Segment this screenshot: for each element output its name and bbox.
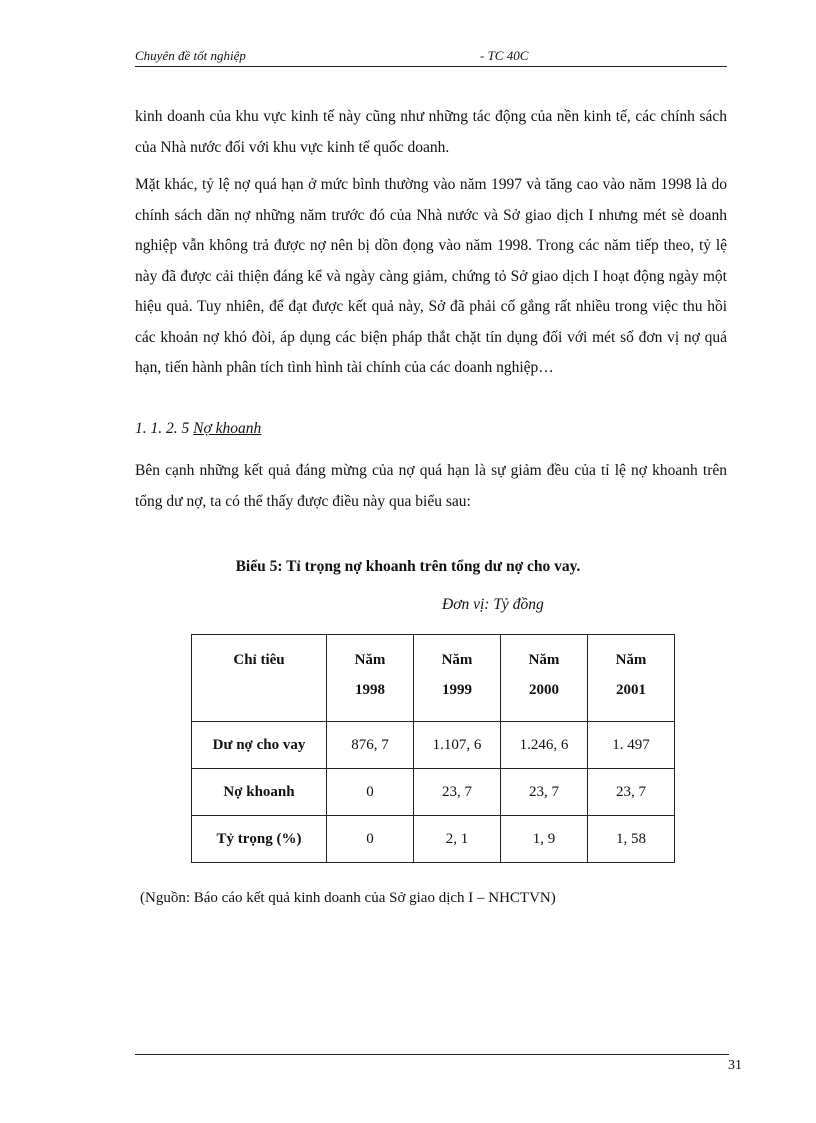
row-label: Dư nợ cho vay [192, 722, 327, 769]
header-class-code: - TC 40C [480, 48, 529, 63]
data-table [191, 634, 675, 863]
table-cell: 23, 7 [414, 769, 501, 816]
year-prefix: Năm [615, 652, 647, 668]
table-unit: Đơn vị: Tỷ đồng [442, 596, 544, 613]
year-prefix: Năm [441, 652, 473, 668]
table-cell: 1, 9 [501, 816, 588, 863]
footer-divider [135, 1054, 729, 1055]
page-header [135, 46, 727, 67]
table-cell: 0 [327, 769, 414, 816]
header-doc-title: Chuyên đề tốt nghiệp [135, 48, 246, 63]
table-cell: 1.246, 6 [501, 722, 588, 769]
table-cell: 876, 7 [327, 722, 414, 769]
table-cell: 23, 7 [588, 769, 675, 816]
source-note: (Nguồn: Báo cáo kết quả kinh doanh của Sở giao dịch I – NHCTVN) [140, 890, 556, 906]
header-year-cell [414, 635, 501, 722]
row-label: Tỷ trọng (%) [192, 816, 327, 863]
year-prefix: Năm [528, 652, 560, 668]
year-value: 1998 [355, 682, 385, 698]
year-value: 2001 [616, 682, 646, 698]
page-number: 31 [728, 1058, 742, 1073]
year-prefix: Năm [354, 652, 386, 668]
paragraph-2: Mặt khác, tỷ lệ nợ quá hạn ở mức bình thường vào năm 1997 và tăng cao vào năm 1998 là do chính sách dãn nợ những năm trước đó của Nhà nước và Sở giao dịch I nhưng mét sè doanh nghiệp vẫn không trả được nợ nên bị dồn đọng vào năm 1998. Trong các năm tiếp theo, tỷ lệ này đã được cải thiện đáng kể và ngày càng giảm, chứng tỏ Sở giao dịch I hoạt động ngày một hiệu quả. Tuy nhiên, để đạt được kết quả này, Sở đã phải cố gắng rất nhiều trong việc thu hồi các khoản nợ khó đòi, áp dụng các biện pháp thắt chặt tín dụng đối với mét số đơn vị nợ quá hạn, tiến hành phân tích tình hình tài chính của các doanh nghiệp… [135, 176, 727, 376]
section-number: 1. 1. 2. 5 [135, 420, 190, 437]
table-cell: 23, 7 [501, 769, 588, 816]
section-title: Nợ khoanh [193, 420, 262, 437]
table-cell: 1.107, 6 [414, 722, 501, 769]
header-label-cell: Chỉ tiêu [192, 635, 327, 722]
section-heading [135, 420, 261, 438]
header-year-cell [501, 635, 588, 722]
table-cell: 1, 58 [588, 816, 675, 863]
table-cell: 2, 1 [414, 816, 501, 863]
table-header-row [192, 635, 675, 722]
paragraph-3: Bên cạnh những kết quả đáng mừng của nợ quá hạn là sự giảm đều của tỉ lệ nợ khoanh trên tổng dư nợ, ta có thể thấy được điều này qua biểu sau: [135, 462, 727, 510]
row-label: Nợ khoanh [192, 769, 327, 816]
table-row [192, 722, 675, 769]
table-cell: 0 [327, 816, 414, 863]
table-cell: 1. 497 [588, 722, 675, 769]
header-year-cell [327, 635, 414, 722]
header-year-cell [588, 635, 675, 722]
table-row [192, 769, 675, 816]
year-value: 2000 [529, 682, 559, 698]
table-row [192, 816, 675, 863]
paragraph-1: kinh doanh của khu vực kinh tế này cũng như những tác động của nền kinh tế, các chính sách của Nhà nước đối với khu vực kinh tế quốc doanh. [135, 108, 727, 156]
table-title: Biểu 5: Tỉ trọng nợ khoanh trên tổng dư nợ cho vay. [235, 558, 581, 575]
year-value: 1999 [442, 682, 472, 698]
